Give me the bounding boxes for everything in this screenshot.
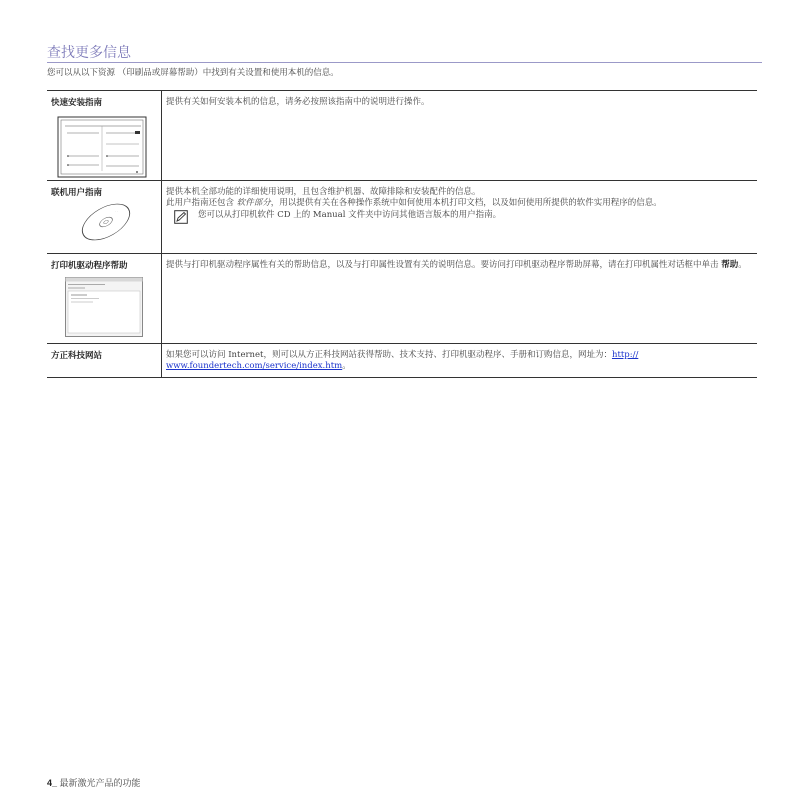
page-separator: _ (52, 778, 60, 788)
row-label-cell (47, 91, 162, 181)
row-label-cell (47, 344, 162, 378)
table-row-website (47, 344, 757, 378)
page-number: 4 (47, 778, 53, 788)
description-prefix: 此用户指南还包含 (166, 198, 237, 208)
description-suffix: 。 (738, 260, 747, 270)
row-description-cell (162, 91, 758, 181)
row-label-cell (47, 254, 162, 344)
description-prefix: 提供与打印机驱动程序属性有关的帮助信息，以及与打印属性设置有关的说明信息。要访问打印机驱动程序帮助屏幕，请在打印机属性对话框中单击 (166, 260, 722, 270)
table-row-online-user-guide (47, 181, 757, 254)
quick-install-guide-thumbnail (57, 116, 147, 178)
row-label-cell (47, 181, 162, 254)
description-prefix: 如果您可以访问 Internet，则可以从方正科技网站获得帮助、技术支持、打印机驱动程序、手册和订购信息，网址为： (166, 350, 612, 360)
row-description-cell (162, 344, 758, 378)
note-text: 您可以从打印机软件 CD 上的 Manual 文件夹中访问其他语言版本的用户指南。 (198, 210, 502, 220)
footer-section-title: 最新激光产品的功能 (59, 779, 141, 789)
row-label: 快速安装指南 (51, 97, 103, 107)
svg-text:· ·: · · (115, 209, 118, 213)
note-pencil-icon (174, 210, 188, 224)
intro-text: 您可以从以下资源 （印刷品或屏幕帮助）中找到有关设置和使用本机的信息。 (47, 68, 339, 78)
table-row-driver-help (47, 254, 757, 344)
website-link-part-2[interactable]: www.foundertech.com/service/index.htm (166, 361, 343, 371)
description-suffix: 。 (342, 361, 351, 371)
row-description: 提供有关如何安装本机的信息，请务必按照该指南中的说明进行操作。 (166, 97, 430, 107)
info-table (47, 90, 757, 378)
help-window-screenshot (65, 277, 143, 337)
description-suffix: ，用以提供有关在各种操作系统中如何使用本机打印文档，以及如何使用所提供的软件实用程序的信息。 (270, 198, 662, 208)
row-description-line-1: 提供本机全部功能的详细使用说明，且包含维护机器、故障排除和安装配件的信息。 (166, 187, 481, 197)
row-label: 联机用户指南 (51, 187, 103, 197)
row-description (166, 260, 753, 271)
row-description (166, 350, 753, 372)
table-row-quick-install (47, 91, 757, 181)
page-footer (47, 776, 141, 789)
page-heading: 查找更多信息 (47, 44, 762, 63)
row-description-cell (162, 181, 758, 254)
row-label: 方正科技网站 (51, 350, 103, 360)
row-description-line-2 (166, 198, 753, 209)
row-description-cell (162, 254, 758, 344)
website-link-part-1[interactable]: http:// (611, 350, 639, 360)
cd-disc-icon (71, 202, 141, 242)
row-label: 打印机驱动程序帮助 (51, 260, 128, 270)
note-block (166, 210, 753, 224)
software-section-emphasis: 软件部分 (236, 198, 271, 208)
help-bold-text: 帮助 (721, 260, 739, 270)
